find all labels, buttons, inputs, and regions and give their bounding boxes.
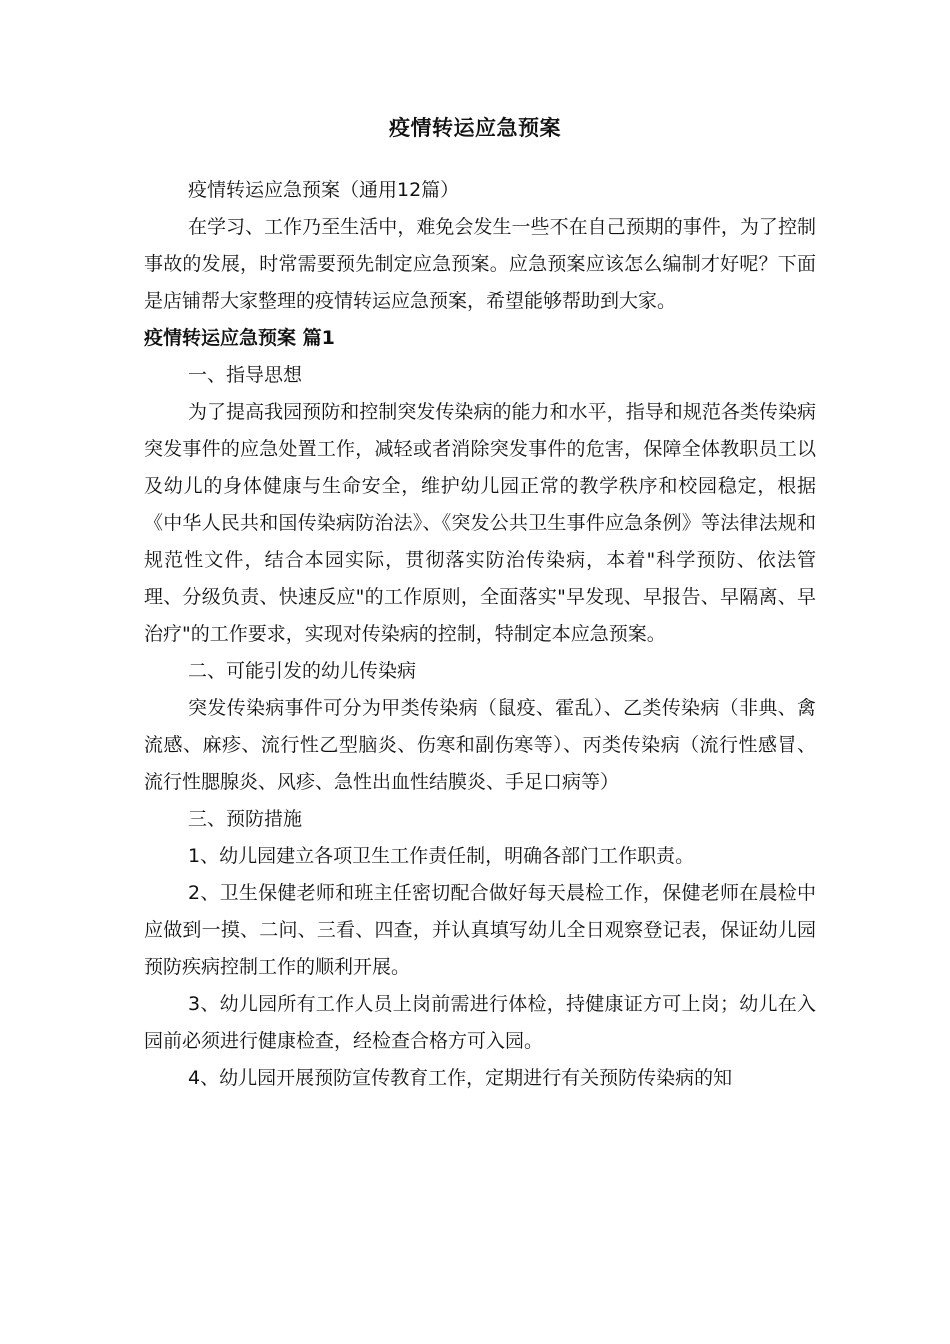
list-item: 3、幼儿园所有工作人员上岗前需进行体检，持健康证方可上岗；幼儿在入园前必须进行健康检查，经检查合格方可入园。 — [144, 993, 816, 1052]
subsection-heading: 三、预防措施 — [188, 808, 303, 830]
section-heading: 疫情转运应急预案 篇1 — [144, 327, 335, 349]
list-item: 1、幼儿园建立各项卫生工作责任制，明确各部门工作职责。 — [188, 845, 695, 867]
document-body — [144, 172, 816, 1097]
subsection-heading: 二、可能引发的幼儿传染病 — [188, 660, 417, 682]
list-item: 2、卫生保健老师和班主任密切配合做好每天晨检工作，保健老师在晨检中应做到一摸、二问、三看、四查，并认真填写幼儿全日观察登记表，保证幼儿园预防疾病控制工作的顺利开展。 — [144, 882, 816, 978]
body-paragraph: 为了提高我园预防和控制突发传染病的能力和水平，指导和规范各类传染病突发事件的应急处置工作，减轻或者消除突发事件的危害，保障全体教职员工以及幼儿的身体健康与生命安全，维护幼儿园正常的教学秩序和校园稳定，根据《中华人民共和国传染病防治法》、《突发公共卫生事件应急条例》等法律法规和规范性文件，结合本园实际，贯彻落实防治传染病，本着"科学预防、依法管理、分级负责、快速反应"的工作原则，全面落实"早发现、早报告、早隔离、早治疗"的工作要求，实现对传染病的控制，特制定本应急预案。 — [144, 401, 816, 645]
body-paragraph: 突发传染病事件可分为甲类传染病（鼠疫、霍乱）、乙类传染病（非典、禽流感、麻疹、流行性乙型脑炎、伤寒和副伤寒等）、丙类传染病（流行性感冒、流行性腮腺炎、风疹、急性出血性结膜炎、手足口病等） — [144, 697, 816, 793]
subsection-heading: 一、指导思想 — [188, 364, 303, 386]
list-item: 4、幼儿园开展预防宣传教育工作，定期进行有关预防传染病的知 — [188, 1067, 733, 1089]
document-title: 疫情转运应急预案 — [389, 116, 561, 140]
intro-paragraph: 在学习、工作乃至生活中，难免会发生一些不在自己预期的事件，为了控制事故的发展，时常需要预先制定应急预案。应急预案应该怎么编制才好呢？下面是店铺帮大家整理的疫情转运应急预案，希望能够帮助到大家。 — [144, 216, 816, 312]
document-subtitle: 疫情转运应急预案（通用12篇） — [188, 179, 460, 201]
